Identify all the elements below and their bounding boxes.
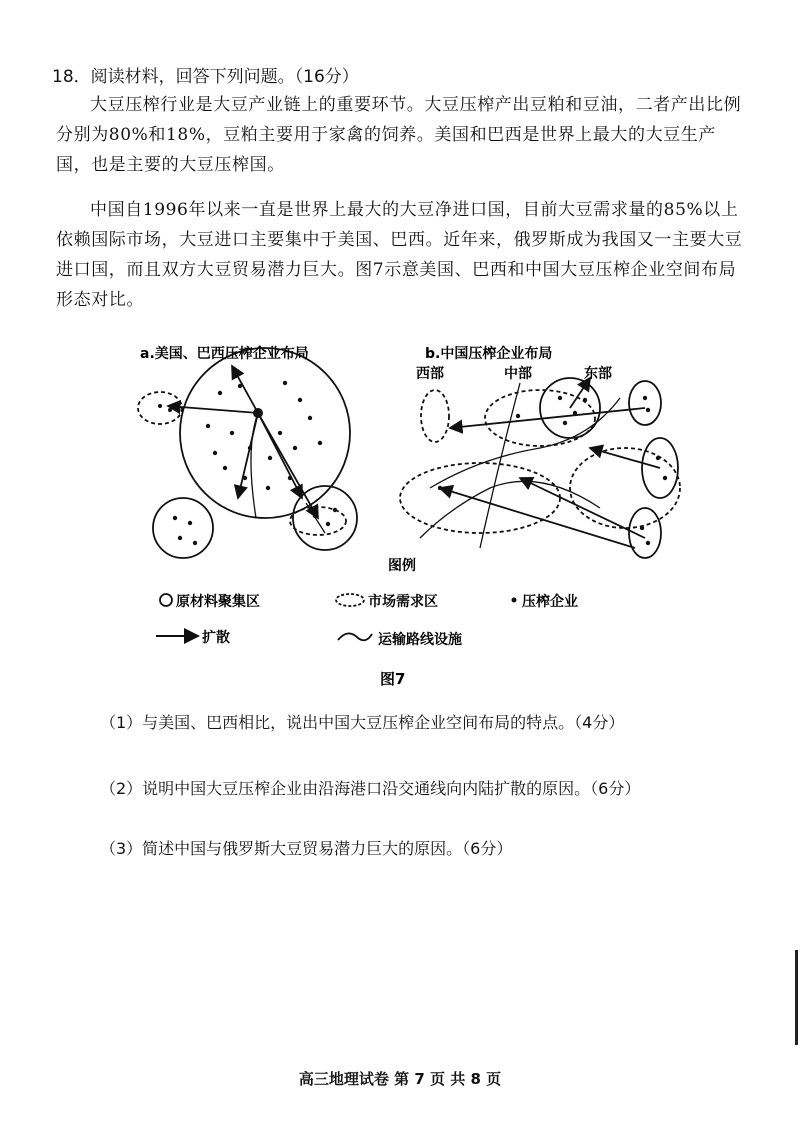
enterprise-legend-icon <box>512 598 517 603</box>
sub-question-3: （3）简述中国与俄罗斯大豆贸易潜力巨大的原因。（6分） <box>100 839 513 858</box>
material-paragraph-2: 中国自1996年以来一直是世界上最大的大豆净进口国，目前大豆需求量的85%以上依赖国际市场，大豆进口主要集中于美国、巴西。近年来，俄罗斯成为我国又一主要大豆进口国，而且双方大豆贸易潜力巨大。图7示意美国、巴西和中国大豆压榨企业空间布局形态对比。 <box>56 200 743 310</box>
panel-a-title: a.美国、巴西压榨企业布局 <box>140 346 309 362</box>
market-demand-area-west <box>421 390 449 442</box>
legend-raw-material: 原材料聚集区 <box>176 594 260 610</box>
material-paragraph-1: 大豆压榨行业是大豆产业链上的重要环节。大豆压榨产出豆粕和豆油，二者产出比例分别为80%和18%，豆粕主要用于家禽的饲养。美国和巴西是世界上最大的大豆生产国，也是主要的大豆压榨国。 <box>56 95 742 175</box>
market-demand-area-coast <box>570 448 680 528</box>
legend-market-demand: 市场需求区 <box>368 594 438 610</box>
legend-title: 图例 <box>388 558 416 574</box>
raw-material-legend-icon <box>160 594 172 606</box>
panel-a-map <box>138 348 357 558</box>
coastal-cluster-1 <box>629 381 661 425</box>
market-demand-legend-icon <box>336 594 364 606</box>
legend-crushing-enterprise: 压榨企业 <box>522 594 578 610</box>
raw-material-area-right <box>293 486 357 550</box>
legend-transport: 运输路线设施 <box>378 632 462 648</box>
figure-caption: 图7 <box>380 670 406 688</box>
page-footer: 高三地理试卷 第 7 页 共 8 页 <box>298 1070 502 1088</box>
raw-material-area-large <box>180 348 350 518</box>
region-west-label: 西部 <box>416 366 444 382</box>
question-title: 18．阅读材料，回答下列问题。（16分） <box>52 67 359 87</box>
scan-edge-mark <box>795 950 798 1045</box>
figure-diagram <box>120 338 700 698</box>
legend-diffusion: 扩散 <box>202 630 230 646</box>
transport-legend-icon <box>338 633 372 640</box>
sub-question-1: （1）与美国、巴西相比，说出中国大豆压榨企业空间布局的特点。（4分） <box>100 713 625 732</box>
figure-7 <box>120 338 700 698</box>
region-east-label: 东部 <box>584 366 612 382</box>
panel-b-map <box>400 378 680 558</box>
region-central-label: 中部 <box>504 366 532 382</box>
market-demand-area-south <box>400 463 560 533</box>
raw-material-area-small <box>153 498 213 558</box>
panel-b-title: b.中国压榨企业布局 <box>425 346 553 362</box>
sub-question-2: （2）说明中国大豆压榨企业由沿海港口沿交通线向内陆扩散的原因。（6分） <box>100 779 641 798</box>
